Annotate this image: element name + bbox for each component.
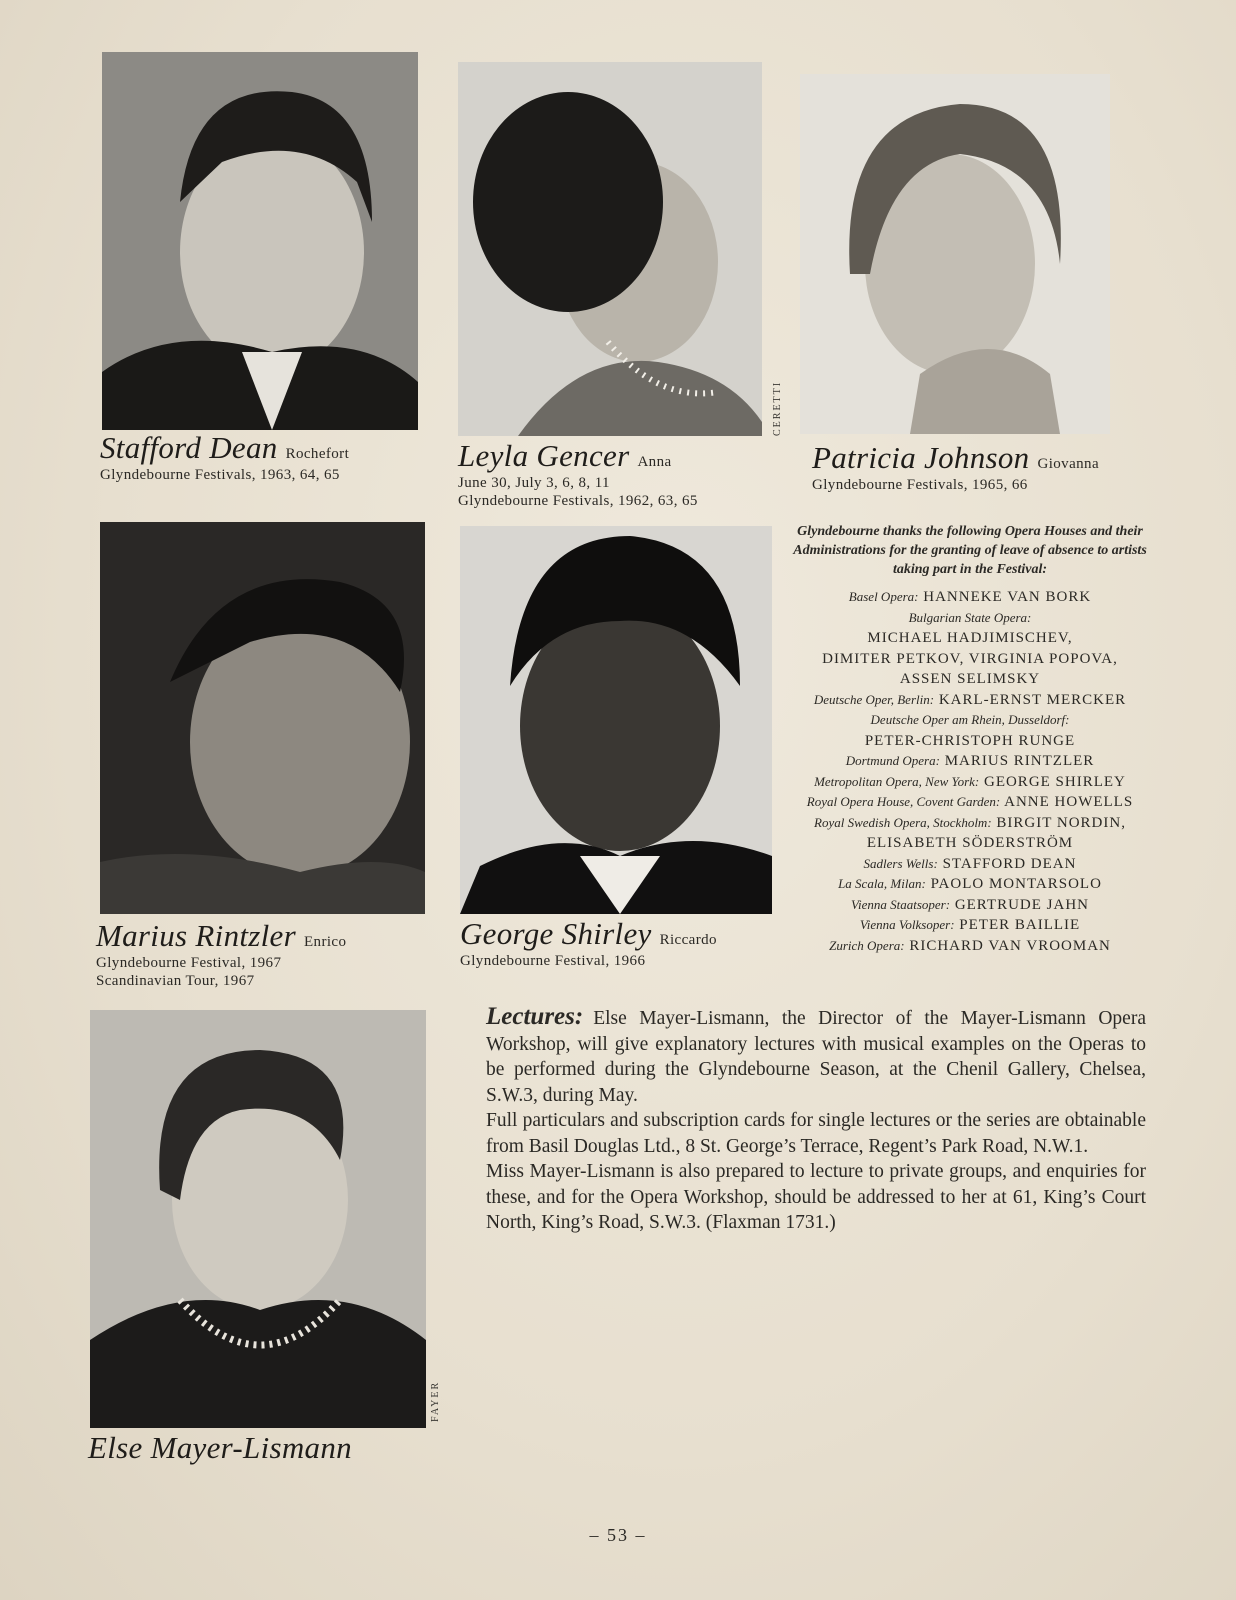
thanks-line (780, 649, 1160, 670)
artist-festivals: Glyndebourne Festivals, 1962, 63, 65 (458, 493, 698, 509)
artist-role: Rochefort (285, 446, 350, 462)
lectures-section (486, 1004, 1146, 1236)
thanks-line (780, 833, 1160, 854)
lectures-paragraph-3: Miss Mayer-Lismann is also prepared to lecture to private groups, and enquiries for these, and for the Opera Workshop, should be addressed to her at 61, King’s Court North, King’s Road, S.W.3. (Flaxman 1731.) (486, 1161, 1146, 1233)
opera-house: Dortmund Opera: (845, 753, 940, 768)
photo-marius-rintzler (100, 522, 425, 914)
opera-house: Vienna Volksoper: (859, 917, 955, 932)
portrait-woman-profile-icon (458, 62, 762, 436)
thanks-line (780, 587, 1160, 608)
thanks-line (780, 813, 1160, 834)
artist-name: Patricia Johnson (812, 440, 1030, 475)
portrait-woman-icon (800, 74, 1110, 434)
artist-name: Stafford Dean (100, 430, 278, 465)
opera-house: Royal Swedish Opera, Stockholm: (814, 814, 992, 830)
artist-list: BIRGIT NORDIN, (996, 814, 1126, 831)
opera-house: Deutsche Oper, Berlin: (813, 691, 935, 707)
caption-else-mayer-lismann (88, 1430, 352, 1466)
opera-house: Royal Opera House, Covent Garden: (806, 794, 1001, 809)
photo-leyla-gencer (458, 62, 762, 436)
photo-credit-fayer: FAYER (430, 1380, 441, 1422)
artist-festivals: Glyndebourne Festivals, 1963, 64, 65 (100, 467, 340, 483)
artist-list: STAFFORD DEAN (942, 855, 1077, 872)
photo-patricia-johnson (800, 74, 1110, 434)
artist-list: ANNE HOWELLS (1004, 794, 1134, 810)
opera-house: Bulgarian State Opera: (908, 609, 1032, 625)
thanks-line (780, 710, 1160, 731)
artist-list: GERTRUDE JAHN (954, 896, 1089, 913)
thanks-line (780, 936, 1160, 957)
portrait-woman-icon (90, 1010, 426, 1428)
artist-role: Riccardo (659, 932, 717, 948)
artist-tour: Scandinavian Tour, 1967 (96, 973, 255, 989)
thanks-line (780, 669, 1160, 690)
lectures-text: Else Mayer-Lismann, the Director of the Mayer-Lismann Opera Workshop, will give explanatory lectures with musical examples on the Operas to be performed during the Glyndebourne Season, at the Chenil Gallery, Chelsea, S.W.3, during May. (486, 1008, 1146, 1106)
photo-stafford-dean (102, 52, 418, 430)
opera-houses-thanks (780, 522, 1160, 956)
thanks-intro: Glyndebourne thanks the following Opera Houses and their Administrations for the granting of leave of absence to artists taking part in the Festival: (793, 524, 1147, 577)
thanks-line (780, 731, 1160, 752)
caption-george-shirley (460, 916, 717, 970)
artist-role: Giovanna (1037, 456, 1099, 472)
portrait-man-icon (460, 526, 772, 914)
thanks-line (780, 772, 1160, 793)
opera-house: La Scala, Milan: (838, 876, 926, 891)
artist-role: Enrico (303, 934, 347, 950)
artist-list: HANNEKE VAN BORK (923, 589, 1092, 605)
thanks-line (780, 915, 1160, 936)
portrait-man-icon (102, 52, 418, 430)
photo-george-shirley (460, 526, 772, 914)
lectures-paragraph-2: Full particulars and subscription cards for single lectures or the series are obtainable from Basil Douglas Ltd., 8 St. George’s Terrace, Regent’s Park Road, N.W.1. (486, 1110, 1146, 1157)
thanks-line (780, 628, 1160, 649)
caption-leyla-gencer (458, 438, 698, 510)
artist-name: Leyla Gencer (458, 438, 630, 473)
thanks-line (780, 608, 1160, 629)
thanks-line (780, 874, 1160, 895)
portrait-man-icon (100, 522, 425, 914)
artist-festivals: Glyndebourne Festivals, 1965, 66 (812, 477, 1028, 493)
artist-festivals: Glyndebourne Festival, 1967 (96, 955, 282, 971)
caption-marius-rintzler (96, 918, 346, 990)
thanks-line (780, 895, 1160, 916)
opera-house: Metropolitan Opera, New York: (814, 773, 980, 789)
artist-list: GEORGE SHIRLEY (983, 773, 1126, 790)
lectures-heading: Lectures: (486, 1003, 584, 1030)
thanks-line (780, 792, 1160, 813)
artist-dates: June 30, July 3, 6, 8, 11 (458, 475, 610, 491)
thanks-line (780, 690, 1160, 711)
opera-house: Basel Opera: (848, 589, 919, 604)
opera-house: Zurich Opera: (829, 937, 905, 953)
thanks-line (780, 854, 1160, 875)
artist-name: George Shirley (460, 916, 652, 951)
artist-list: ELISABETH SÖDERSTRÖM (866, 835, 1074, 851)
artist-festivals: Glyndebourne Festival, 1966 (460, 953, 646, 969)
artist-list: PAOLO MONTARSOLO (930, 876, 1102, 892)
artist-list: DIMITER PETKOV, VIRGINIA POPOVA, (822, 650, 1118, 667)
photo-credit-ceretti: CERETTI (772, 380, 783, 436)
lectures-paragraph-1 (486, 1004, 1146, 1108)
artist-name: Else Mayer-Lismann (88, 1430, 352, 1465)
opera-house: Deutsche Oper am Rhein, Dusseldorf: (870, 712, 1070, 727)
artist-list: KARL-ERNST MERCKER (938, 691, 1127, 708)
artist-name: Marius Rintzler (96, 918, 296, 953)
opera-house: Vienna Staatsoper: (851, 896, 951, 912)
artist-list: PETER-CHRISTOPH RUNGE (864, 732, 1076, 749)
photo-else-mayer-lismann (90, 1010, 426, 1428)
thanks-line (780, 751, 1160, 772)
artist-role: Anna (637, 454, 672, 470)
caption-patricia-johnson (812, 440, 1099, 494)
artist-list: RICHARD VAN VROOMAN (909, 937, 1111, 954)
artist-list: ASSEN SELIMSKY (899, 671, 1041, 687)
opera-house: Sadlers Wells: (863, 855, 938, 871)
artist-list: MARIUS RINTZLER (944, 753, 1095, 769)
page-number: – 53 – (589, 1525, 647, 1545)
artist-list: PETER BAILLIE (959, 917, 1081, 933)
caption-stafford-dean (100, 430, 349, 484)
artist-list: MICHAEL HADJIMISCHEV, (867, 630, 1073, 646)
